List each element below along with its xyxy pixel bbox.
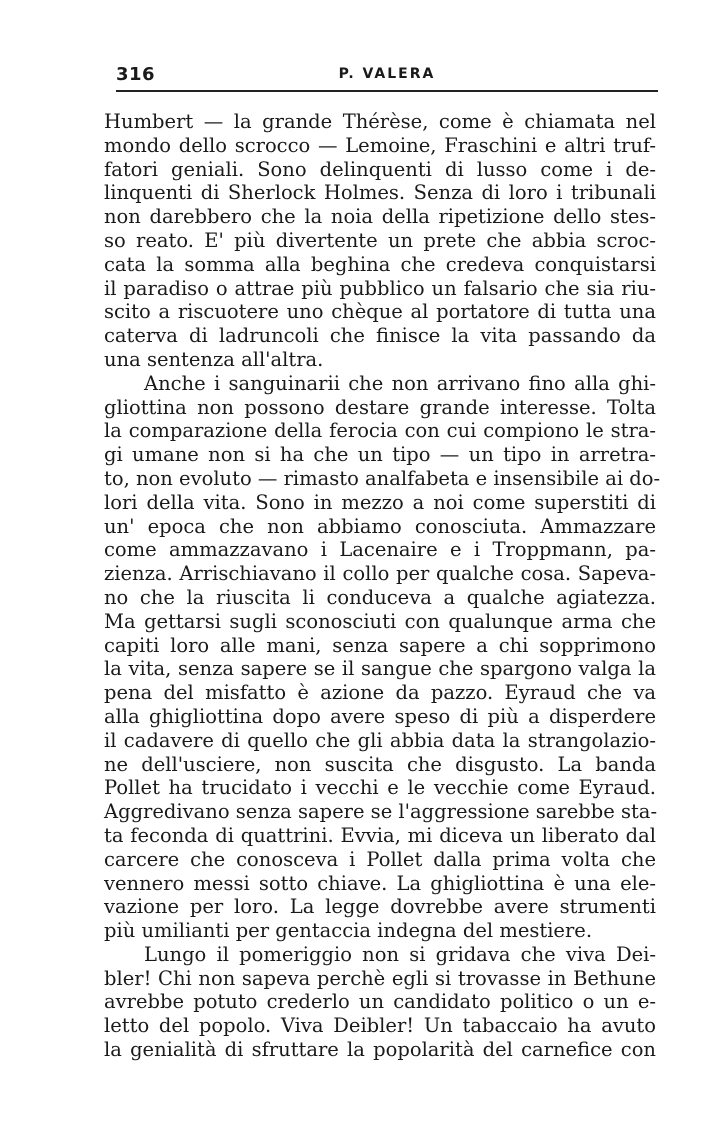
text-line: non darebbero che la noia della ripetizione dello stes- <box>104 205 656 229</box>
text-line: alla ghigliottina dopo avere speso di più a disperdere <box>104 704 656 728</box>
text-line: letto del popolo. Viva Deibler! Un tabaccaio ha avuto <box>104 1014 656 1038</box>
text-line: Anche i sanguinarii che non arrivano fino alla ghi- <box>144 371 656 395</box>
text-line: so reato. E' più divertente un prete che abbia scroc- <box>104 228 656 252</box>
text-line: no che la riuscita li conduceva a qualche agiatezza. <box>104 585 656 609</box>
text-line: vazione per loro. La legge dovrebbe avere strumenti <box>104 895 656 919</box>
text-line: capiti loro alle mani, senza sapere a chi sopprimono <box>104 633 656 657</box>
text-line: Lungo il pomeriggio non si gridava che viva Dei- <box>144 942 656 966</box>
text-line: la genialità di sfruttare la popolarità del carnefice con <box>104 1038 656 1062</box>
text-line: gliottina non possono destare grande interesse. Tolta <box>104 395 656 419</box>
text-line: to, non evoluto — rimasto analfabeta e insensibile ai do- <box>104 466 661 490</box>
text-line: Pollet ha trucidato i vecchi e le vecchie come Eyraud. <box>104 776 656 800</box>
text-line: il paradiso o attrae più pubblico un falsario che sia riu- <box>104 276 656 300</box>
paragraph <box>104 371 661 943</box>
text-line: ta feconda di quattrini. Evvia, mi diceva un liberato dal <box>104 823 656 847</box>
text-line: vennero messi sotto chiave. La ghigliottina è una ele- <box>104 871 656 895</box>
text-line: gi umane non si ha che un tipo — un tipo in arretra- <box>104 443 656 467</box>
text-line: una sentenza all'altra. <box>104 347 324 371</box>
text-line: lori della vita. Sono in mezzo a noi come superstiti di <box>104 490 656 514</box>
text-line: Aggredivano senza sapere se l'aggressione sarebbe sta- <box>104 800 658 824</box>
text-line: più umilianti per gentaccia indegna del mestiere. <box>104 919 593 943</box>
text-line: ne dell'usciere, non suscita che disgusto. La banda <box>104 752 656 776</box>
text-line: avrebbe potuto crederlo un candidato politico o un e- <box>104 990 656 1014</box>
running-head: P. VALERA <box>338 66 436 82</box>
text-line: Humbert — la grande Thérèse, come è chiamata nel <box>104 110 656 133</box>
paragraph <box>104 943 656 1062</box>
text-line: linquenti di Sherlock Holmes. Senza di loro i tribunali <box>104 181 656 205</box>
page-header <box>116 64 658 88</box>
text-line: cata la somma alla beghina che credeva conquistarsi <box>104 252 656 276</box>
text-line: il cadavere di quello che gli abbia data la strangolazio- <box>104 728 656 752</box>
text-line: fatori geniali. Sono delinquenti di lusso come i de- <box>104 157 656 181</box>
text-line: caterva di ladruncoli che finisce la vita passando da <box>104 324 656 348</box>
text-line: Ma gettarsi sugli sconosciuti con qualunque arma che <box>104 609 656 633</box>
text-line: la comparazione della ferocia con cui compiono le stra- <box>104 419 656 443</box>
text-line: bler! Chi non sapeva perchè egli si trovasse in Bethune <box>104 966 656 990</box>
text-line: come ammazzavano i Lacenaire e i Troppmann, pa- <box>104 538 656 562</box>
text-line: carcere che conosceva i Pollet dalla prima volta che <box>104 847 656 871</box>
text-line: un' epoca che non abbiamo conosciuta. Ammazzare <box>104 514 656 538</box>
header-rule <box>116 90 658 92</box>
paragraph <box>104 110 656 372</box>
text-line: zienza. Arrischiavano il collo per qualche cosa. Sapeva- <box>104 562 656 586</box>
text-line: scito a riscuotere uno chèque al portatore di tutta una <box>104 300 656 324</box>
text-line: mondo dello scrocco — Lemoine, Fraschini e altri truf- <box>104 133 656 157</box>
body-text <box>104 110 661 1062</box>
text-line: pena del misfatto è azione da pazzo. Eyraud che va <box>104 681 656 705</box>
text-line: la vita, senza sapere se il sangue che spargono valga la <box>104 657 656 681</box>
page-number: 316 <box>116 64 156 85</box>
